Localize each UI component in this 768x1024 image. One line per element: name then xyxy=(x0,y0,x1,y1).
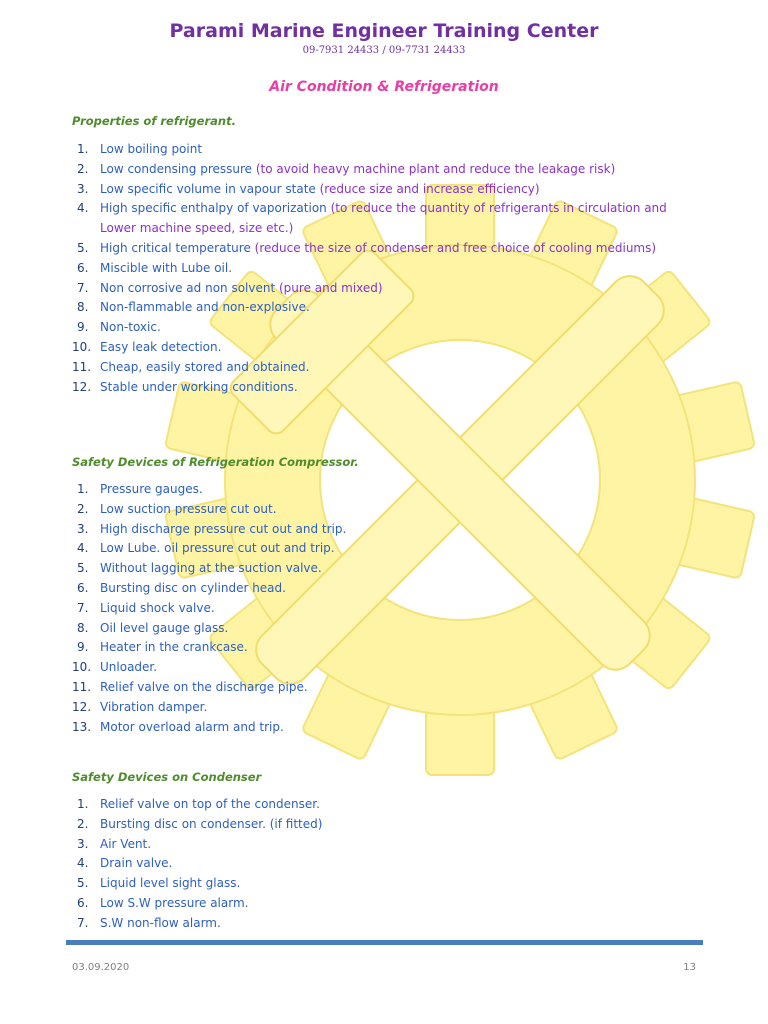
list-item-text: Liquid level sight glass. xyxy=(100,876,241,891)
list-item-text: Miscible with Lube oil. xyxy=(100,260,233,275)
list-item-text: Non corrosive ad non solvent xyxy=(100,280,279,295)
list-item-note: (pure and mixed) xyxy=(279,280,383,295)
list-item-text: High specific enthalpy of vaporization xyxy=(100,201,331,216)
list-item xyxy=(72,638,702,658)
list-item xyxy=(72,854,702,874)
list-item-number: 5. xyxy=(77,876,89,891)
list-item-text: Liquid shock valve. xyxy=(100,600,215,615)
list-item-number: 3. xyxy=(77,836,89,851)
list-item-text: Pressure gauges. xyxy=(100,482,203,496)
list-item-number: 5. xyxy=(77,240,89,255)
list-item-number: 5. xyxy=(77,561,89,576)
list-item-number: 9. xyxy=(77,320,89,335)
footer-rule xyxy=(66,940,703,945)
list-item-number: 1. xyxy=(77,797,89,811)
list-item-number: 1. xyxy=(77,142,89,156)
list-item xyxy=(72,279,702,299)
list-item-text: Drain valve. xyxy=(100,856,173,871)
list-item-number: 4. xyxy=(77,201,89,216)
list-item-text: Unloader. xyxy=(100,660,158,675)
section-heading-compressor: Safety Devices of Refrigeration Compressor. xyxy=(72,455,359,469)
section-heading-condenser: Safety Devices on Condenser xyxy=(72,770,262,784)
list-item-text: Low S.W pressure alarm. xyxy=(100,895,249,910)
list-item-number: 2. xyxy=(77,816,89,831)
list-item-text: Without lagging at the suction valve. xyxy=(100,561,322,576)
list-item-text: Low boiling point xyxy=(100,142,203,156)
list-item xyxy=(72,520,702,540)
list-item xyxy=(72,658,702,678)
list-item-text: Vibration damper. xyxy=(100,699,208,714)
list-item-text: Low specific volume in vapour state xyxy=(100,181,320,196)
list-item xyxy=(72,259,702,279)
list-item-number: 7. xyxy=(77,280,89,295)
list-item xyxy=(72,500,702,520)
list-item-text: Motor overload alarm and trip. xyxy=(100,719,284,734)
list-item xyxy=(72,874,702,894)
list-item-text: Air Vent. xyxy=(100,836,152,851)
list-item-text: Low suction pressure cut out. xyxy=(100,501,277,516)
list-item xyxy=(72,835,702,855)
list-item xyxy=(72,795,702,815)
list-item-number: 6. xyxy=(77,895,89,910)
list-item-number: 7. xyxy=(77,600,89,615)
list-item-number: 7. xyxy=(77,915,89,930)
list-item xyxy=(72,298,702,318)
list-item xyxy=(72,718,702,738)
list-item xyxy=(72,338,702,358)
list-item-text: S.W non-flow alarm. xyxy=(100,915,221,930)
list-item-text: High discharge pressure cut out and trip. xyxy=(100,521,347,536)
compressor-safety-list xyxy=(72,480,702,737)
list-item-text: Heater in the crankcase. xyxy=(100,640,248,655)
list-item-number: 3. xyxy=(77,181,89,196)
list-item xyxy=(72,318,702,338)
list-item xyxy=(72,180,702,200)
list-item xyxy=(72,559,702,579)
list-item xyxy=(72,539,702,559)
list-item-text: Low Lube. oil pressure cut out and trip. xyxy=(100,541,335,556)
list-item-number: 2. xyxy=(77,501,89,516)
list-item xyxy=(72,894,702,914)
contact-phone: 09-7931 24433 / 09-7731 24433 xyxy=(302,45,466,56)
list-item-text: Easy leak detection. xyxy=(100,339,222,354)
list-item-number: 4. xyxy=(77,856,89,871)
list-item-number: 3. xyxy=(77,521,89,536)
list-item-text: Low condensing pressure xyxy=(100,161,256,176)
list-item-text: Non-toxic. xyxy=(100,320,161,335)
list-item-text: Relief valve on the discharge pipe. xyxy=(100,679,308,694)
list-item xyxy=(72,480,702,500)
list-item-number: 1. xyxy=(77,482,89,496)
condenser-safety-list xyxy=(72,795,702,934)
list-item-number: 12. xyxy=(72,699,92,714)
list-item xyxy=(72,599,702,619)
list-item xyxy=(72,815,702,835)
list-item-number: 11. xyxy=(72,679,92,694)
list-item-text: High critical temperature xyxy=(100,240,255,255)
footer-date: 03.09.2020 xyxy=(72,962,130,973)
list-item-number: 8. xyxy=(77,620,89,635)
page-number: 13 xyxy=(683,962,696,973)
list-item-text: Non-flammable and non-explosive. xyxy=(100,300,310,315)
list-item-number: 6. xyxy=(77,580,89,595)
list-item xyxy=(72,160,702,180)
list-item-note: (to avoid heavy machine plant and reduce the leakage risk) xyxy=(255,161,616,176)
list-item-text: Relief valve on top of the condenser. xyxy=(100,797,320,811)
list-item-number: 10. xyxy=(72,660,92,675)
list-item-note: (to reduce the quantity of refrigerants in circulation and Lower machine speed, size etc.) xyxy=(100,201,667,236)
list-item-number: 9. xyxy=(77,640,89,655)
list-item-number: 13. xyxy=(72,719,92,734)
list-item xyxy=(72,619,702,639)
list-item xyxy=(72,358,702,378)
section-heading-properties: Properties of refrigerant. xyxy=(72,114,236,128)
list-item-number: 2. xyxy=(77,161,89,176)
page-title: Parami Marine Engineer Training Center xyxy=(169,20,599,42)
list-item-text: Oil level gauge glass. xyxy=(100,620,229,635)
list-item-number: 11. xyxy=(72,359,92,374)
list-item-number: 10. xyxy=(72,339,92,354)
list-item xyxy=(72,698,702,718)
list-item-number: 6. xyxy=(77,260,89,275)
list-item-note: (reduce the size of condenser and free choice of cooling mediums) xyxy=(254,240,657,255)
list-item xyxy=(72,239,702,259)
list-item-number: 4. xyxy=(77,541,89,556)
list-item-text: Stable under working conditions. xyxy=(100,379,298,394)
list-item xyxy=(72,579,702,599)
list-item xyxy=(72,378,702,398)
list-item xyxy=(72,140,702,160)
list-item-note: (reduce size and increase efficiency) xyxy=(319,181,540,196)
subject-title: Air Condition & Refrigeration xyxy=(269,79,499,95)
list-item xyxy=(72,914,702,934)
list-item xyxy=(72,678,702,698)
refrigerant-properties-list xyxy=(72,140,702,397)
list-item xyxy=(72,199,702,239)
list-item-text: Bursting disc on condenser. (if fitted) xyxy=(100,816,323,831)
list-item-text: Cheap, easily stored and obtained. xyxy=(100,359,310,374)
list-item-text: Bursting disc on cylinder head. xyxy=(100,580,286,595)
list-item-number: 8. xyxy=(77,300,89,315)
list-item-number: 12. xyxy=(72,379,92,394)
